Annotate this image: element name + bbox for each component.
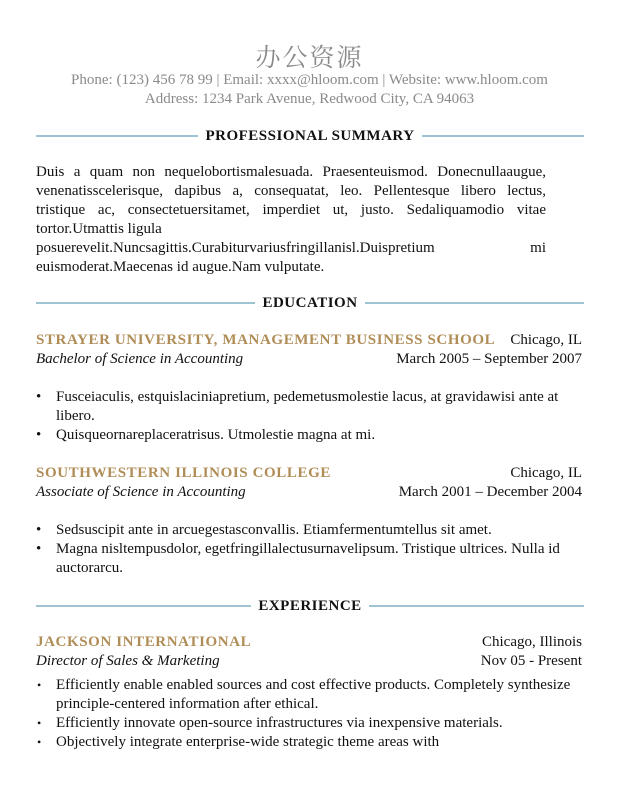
list-item: • Fusceiaculis, estquislaciniapretium, pedemetusmolestie lacus, at gravidawisi ante at libero. xyxy=(36,388,582,426)
company-name: JACKSON INTERNATIONAL xyxy=(36,634,252,650)
summary-line: tristique ac, consectetuersitamet, imperdiet ut, justo. Sedaliquamodio vitae xyxy=(36,202,546,218)
education-entry-subheader xyxy=(36,483,582,502)
company-location: Chicago, Illinois xyxy=(482,634,582,650)
summary-paragraph xyxy=(36,163,546,277)
degree: Associate of Science in Accounting xyxy=(36,484,246,500)
experience-entry-header xyxy=(36,633,582,652)
summary-line: posuerevelit.Nuncsagittis.Curabiturvariusfringillanisl.Duispretium mi xyxy=(36,240,546,256)
section-title: PROFESSIONAL SUMMARY xyxy=(205,127,415,144)
school-location: Chicago, IL xyxy=(510,465,582,481)
summary-line: Duis a quam non nequelobortismalesuada. Praesenteuismod. Donecnullaaugue, xyxy=(36,164,546,180)
school-name: STRAYER UNIVERSITY, MANAGEMENT BUSINESS SCHOOL xyxy=(36,332,496,348)
list-item: • Sedsuscipit ante in arcuegestasconvallis. Etiamfermentumtellus sit amet. xyxy=(36,521,582,540)
education-bullets xyxy=(36,521,582,578)
list-item: • Quisqueornareplaceratrisus. Utmolestie magna at mi. xyxy=(36,426,582,445)
education-bullets xyxy=(36,388,582,445)
job-title: Director of Sales & Marketing xyxy=(36,653,220,669)
section-rule-right xyxy=(365,302,584,304)
section-header-experience xyxy=(36,596,584,616)
school-location: Chicago, IL xyxy=(510,332,582,348)
address-line: Address: 1234 Park Avenue, Redwood City, CA 94063 xyxy=(144,91,475,107)
section-rule-right xyxy=(369,605,584,607)
section-rule-right xyxy=(422,135,584,137)
education-entry-subheader xyxy=(36,350,582,369)
education-entry-header xyxy=(36,464,582,483)
section-rule-left xyxy=(36,302,255,304)
summary-line: tortor.Utmattis ligula xyxy=(36,221,162,237)
education-entry-header xyxy=(36,331,582,350)
list-item: • Efficiently innovate open-source infrastructures via inexpensive materials. xyxy=(36,714,582,733)
education-dates: March 2001 – December 2004 xyxy=(398,484,582,500)
section-title: EXPERIENCE xyxy=(258,597,362,614)
experience-bullets xyxy=(36,676,582,752)
education-dates: March 2005 – September 2007 xyxy=(396,351,582,367)
experience-entry-subheader xyxy=(36,652,582,671)
section-title: EDUCATION xyxy=(262,294,358,311)
section-header-summary xyxy=(36,126,584,146)
list-item: • Magna nisltempusdolor, egetfringillalectusurnavelipsum. Tristique ultrices. Nulla id auctorarcu. xyxy=(36,540,582,578)
section-header-education xyxy=(36,293,584,313)
list-item: • Efficiently enable enabled sources and cost effective products. Completely synthesize principle-centered information after ethical. xyxy=(36,676,582,714)
degree: Bachelor of Science in Accounting xyxy=(36,351,244,367)
summary-line: euismoderat.Maecenas id augue.Nam vulputate. xyxy=(36,259,325,275)
list-item: • Objectively integrate enterprise-wide strategic theme areas with xyxy=(36,733,582,752)
section-rule-left xyxy=(36,135,198,137)
summary-line: venenatisscelerisque, dapibus a, consequatat, leo. Pellentesque libero lectus, xyxy=(36,183,546,199)
resume-name: 办公资源 xyxy=(255,43,364,72)
job-dates: Nov 05 - Present xyxy=(480,653,582,669)
section-rule-left xyxy=(36,605,251,607)
school-name: SOUTHWESTERN ILLINOIS COLLEGE xyxy=(36,465,331,481)
contact-line: Phone: (123) 456 78 99 | Email: xxxx@hloom.com | Website: www.hloom.com xyxy=(71,72,548,88)
